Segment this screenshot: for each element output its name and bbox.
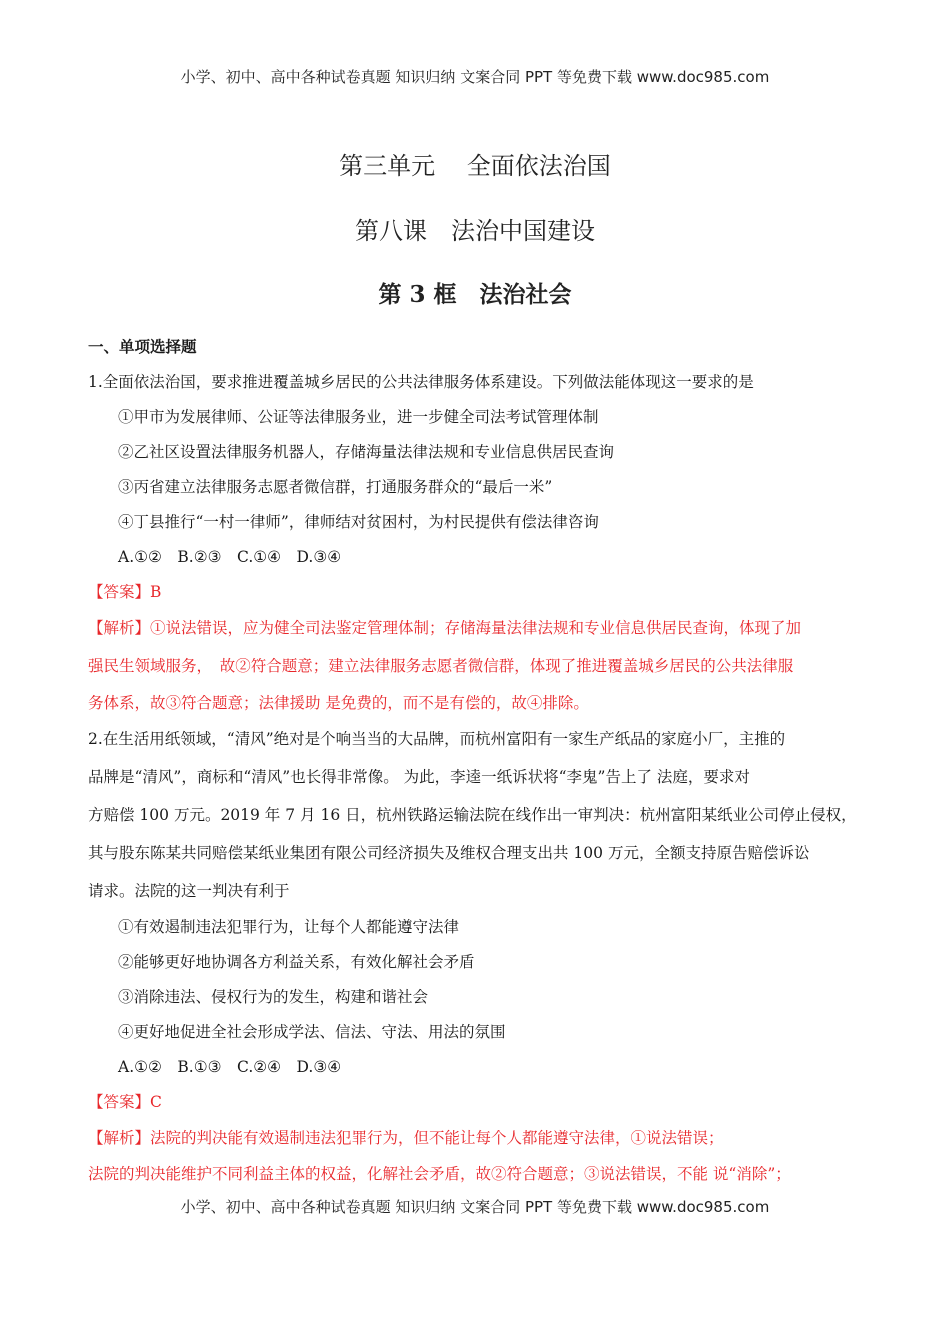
q2-analysis-line-1: 【解析】法院的判决能有效遏制违法犯罪行为，但不能让每个人都能遵守法律，①说法错误；: [88, 1129, 724, 1147]
q1-option-4: ④丁县推行“一村一律师”，律师结对贫困村，为村民提供有偿法律咨询: [118, 513, 599, 531]
q2-option-3: ③消除违法、侵权行为的发生，构建和谐社会: [118, 988, 429, 1006]
q2-stem-line-4: 其与股东陈某共同赔偿某纸业集团有限公司经济损失及维权合理支出共 100 万元，全额支持原告赔偿诉讼: [88, 844, 810, 862]
q2-stem-line-2: 品牌是“清风”，商标和“清风”也长得非常像。 为此，李逵一纸诉状将“李鬼”告上了 法庭，要求对: [88, 768, 750, 786]
q2-analysis-line-2: 法院的判决能维护不同利益主体的权益，化解社会矛盾，故②符合题意；③说法错误，不能 说“消除”；: [88, 1165, 791, 1183]
q1-analysis-line-2: 强民生领域服务， 故②符合题意；建立法律服务志愿者微信群，体现了推进覆盖城乡居民的公共法律服: [88, 657, 794, 675]
lesson-title: 第八课 法治中国建设: [355, 217, 595, 245]
q1-option-3: ③丙省建立法律服务志愿者微信群，打通服务群众的“最后一米”: [118, 478, 553, 496]
q2-stem-line-5: 请求。法院的这一判决有利于: [88, 882, 290, 900]
q2-option-2: ②能够更好地协调各方利益关系，有效化解社会矛盾: [118, 953, 475, 971]
q2-stem-line-1: 2.在生活用纸领域，“清风”绝对是个响当当的大品牌，而杭州富阳有一家生产纸品的家庭小厂，主推的: [88, 730, 786, 748]
q1-answer: 【答案】B: [88, 583, 162, 601]
q2-option-4: ④更好地促进全社会形成学法、信法、守法、用法的氛围: [118, 1023, 506, 1041]
q2-stem-line-3: 方赔偿 100 万元。2019 年 7 月 16 日，杭州铁路运输法院在线作出一审判决：杭州富阳某纸业公司停止侵权，: [88, 806, 857, 824]
q1-option-1: ①甲市为发展律师、公证等法律服务业，进一步健全司法考试管理体制: [118, 408, 599, 426]
q1-analysis-line-3: 务体系，故③符合题意；法律援助 是免费的，而不是有偿的，故④排除。: [88, 694, 589, 712]
q1-choices: A.①② B.②③ C.①④ D.③④: [118, 548, 342, 566]
unit-title: 第三单元 全面依法治国: [339, 152, 611, 180]
section-heading: 一、单项选择题: [88, 337, 197, 356]
page-footer: 小学、初中、高中各种试卷真题 知识归纳 文案合同 PPT 等免费下载 www.doc985.com: [180, 1198, 770, 1216]
section-title: 第 3 框 法治社会: [378, 281, 572, 308]
q1-option-2: ②乙社区设置法律服务机器人，存储海量法律法规和专业信息供居民查询: [118, 443, 615, 461]
q1-stem: 1.全面依法治国，要求推进覆盖城乡居民的公共法律服务体系建设。下列做法能体现这一要求的是: [88, 373, 754, 391]
q2-choices: A.①② B.①③ C.②④ D.③④: [118, 1058, 342, 1076]
q2-option-1: ①有效遏制违法犯罪行为，让每个人都能遵守法律: [118, 918, 460, 936]
q1-analysis-line-1: 【解析】①说法错误，应为健全司法鉴定管理体制；存储海量法律法规和专业信息供居民查询，体现了加: [88, 619, 802, 637]
page-header: 小学、初中、高中各种试卷真题 知识归纳 文案合同 PPT 等免费下载 www.doc985.com: [180, 68, 770, 86]
q2-answer: 【答案】C: [88, 1093, 162, 1111]
